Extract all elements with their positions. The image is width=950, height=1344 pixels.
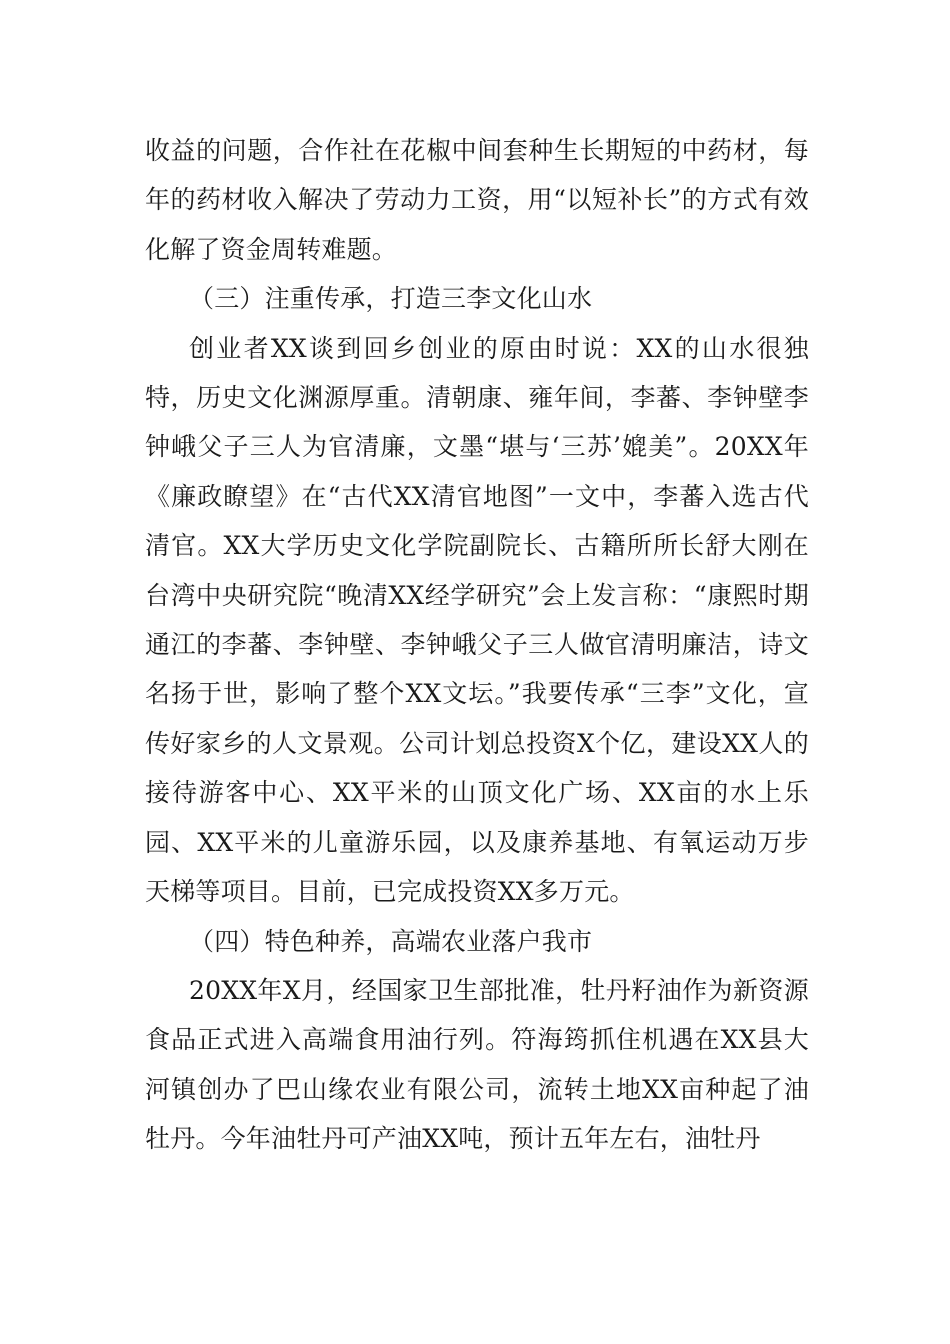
paragraph-three-li-culture: 创业者XX谈到回乡创业的原由时说：XX的山水很独特，历史文化渊源厚重。清朝康、雍年间，李蕃、李钟壁李钟峨父子三人为官清廉，文墨“堪与‘三苏’媲美”。20XX年《廉政瞭望》在“古代XX清官地图”一文中，李蕃入选古代清官。XX大学历史文化学院副院长、古籍所所长舒大刚在台湾中央研究院“晚清XX经学研究”会上发言称：“康熙时期通江的李蕃、李钟壁、李钟峨父子三人做官清明廉洁，诗文名扬于世，影响了整个XX文坛。”我要传承“三李”文化，宣传好家乡的人文景观。公司计划总投资X个亿，建设XX人的接待游客中心、XX平米的山顶文化广场、XX亩的水上乐园、XX平米的儿童游乐园，以及康养基地、有氧运动万步天梯等项目。目前，已完成投资XX多万元。 xyxy=(145,333,809,907)
section-heading-3: （三）注重传承，打造三李文化山水 xyxy=(189,284,593,314)
paragraph-income-solution: 收益的问题，合作社在花椒中间套种生长期短的中药材，每年的药材收入解决了劳动力工资，用“以短补长”的方式有效化解了资金周转难题。 xyxy=(145,136,809,264)
document-body xyxy=(145,126,809,1164)
paragraph-peony-oil: 20XX年X月，经国家卫生部批准，牡丹籽油作为新资源食品正式进入高端食用油行列。符海筠抓住机遇在XX县大河镇创办了巴山缘农业有限公司，流转土地XX亩种起了油牡丹。今年油牡丹可产油XX吨，预计五年左右，油牡丹 xyxy=(145,975,809,1154)
section-heading-4: （四）特色种养，高端农业落户我市 xyxy=(189,926,593,956)
